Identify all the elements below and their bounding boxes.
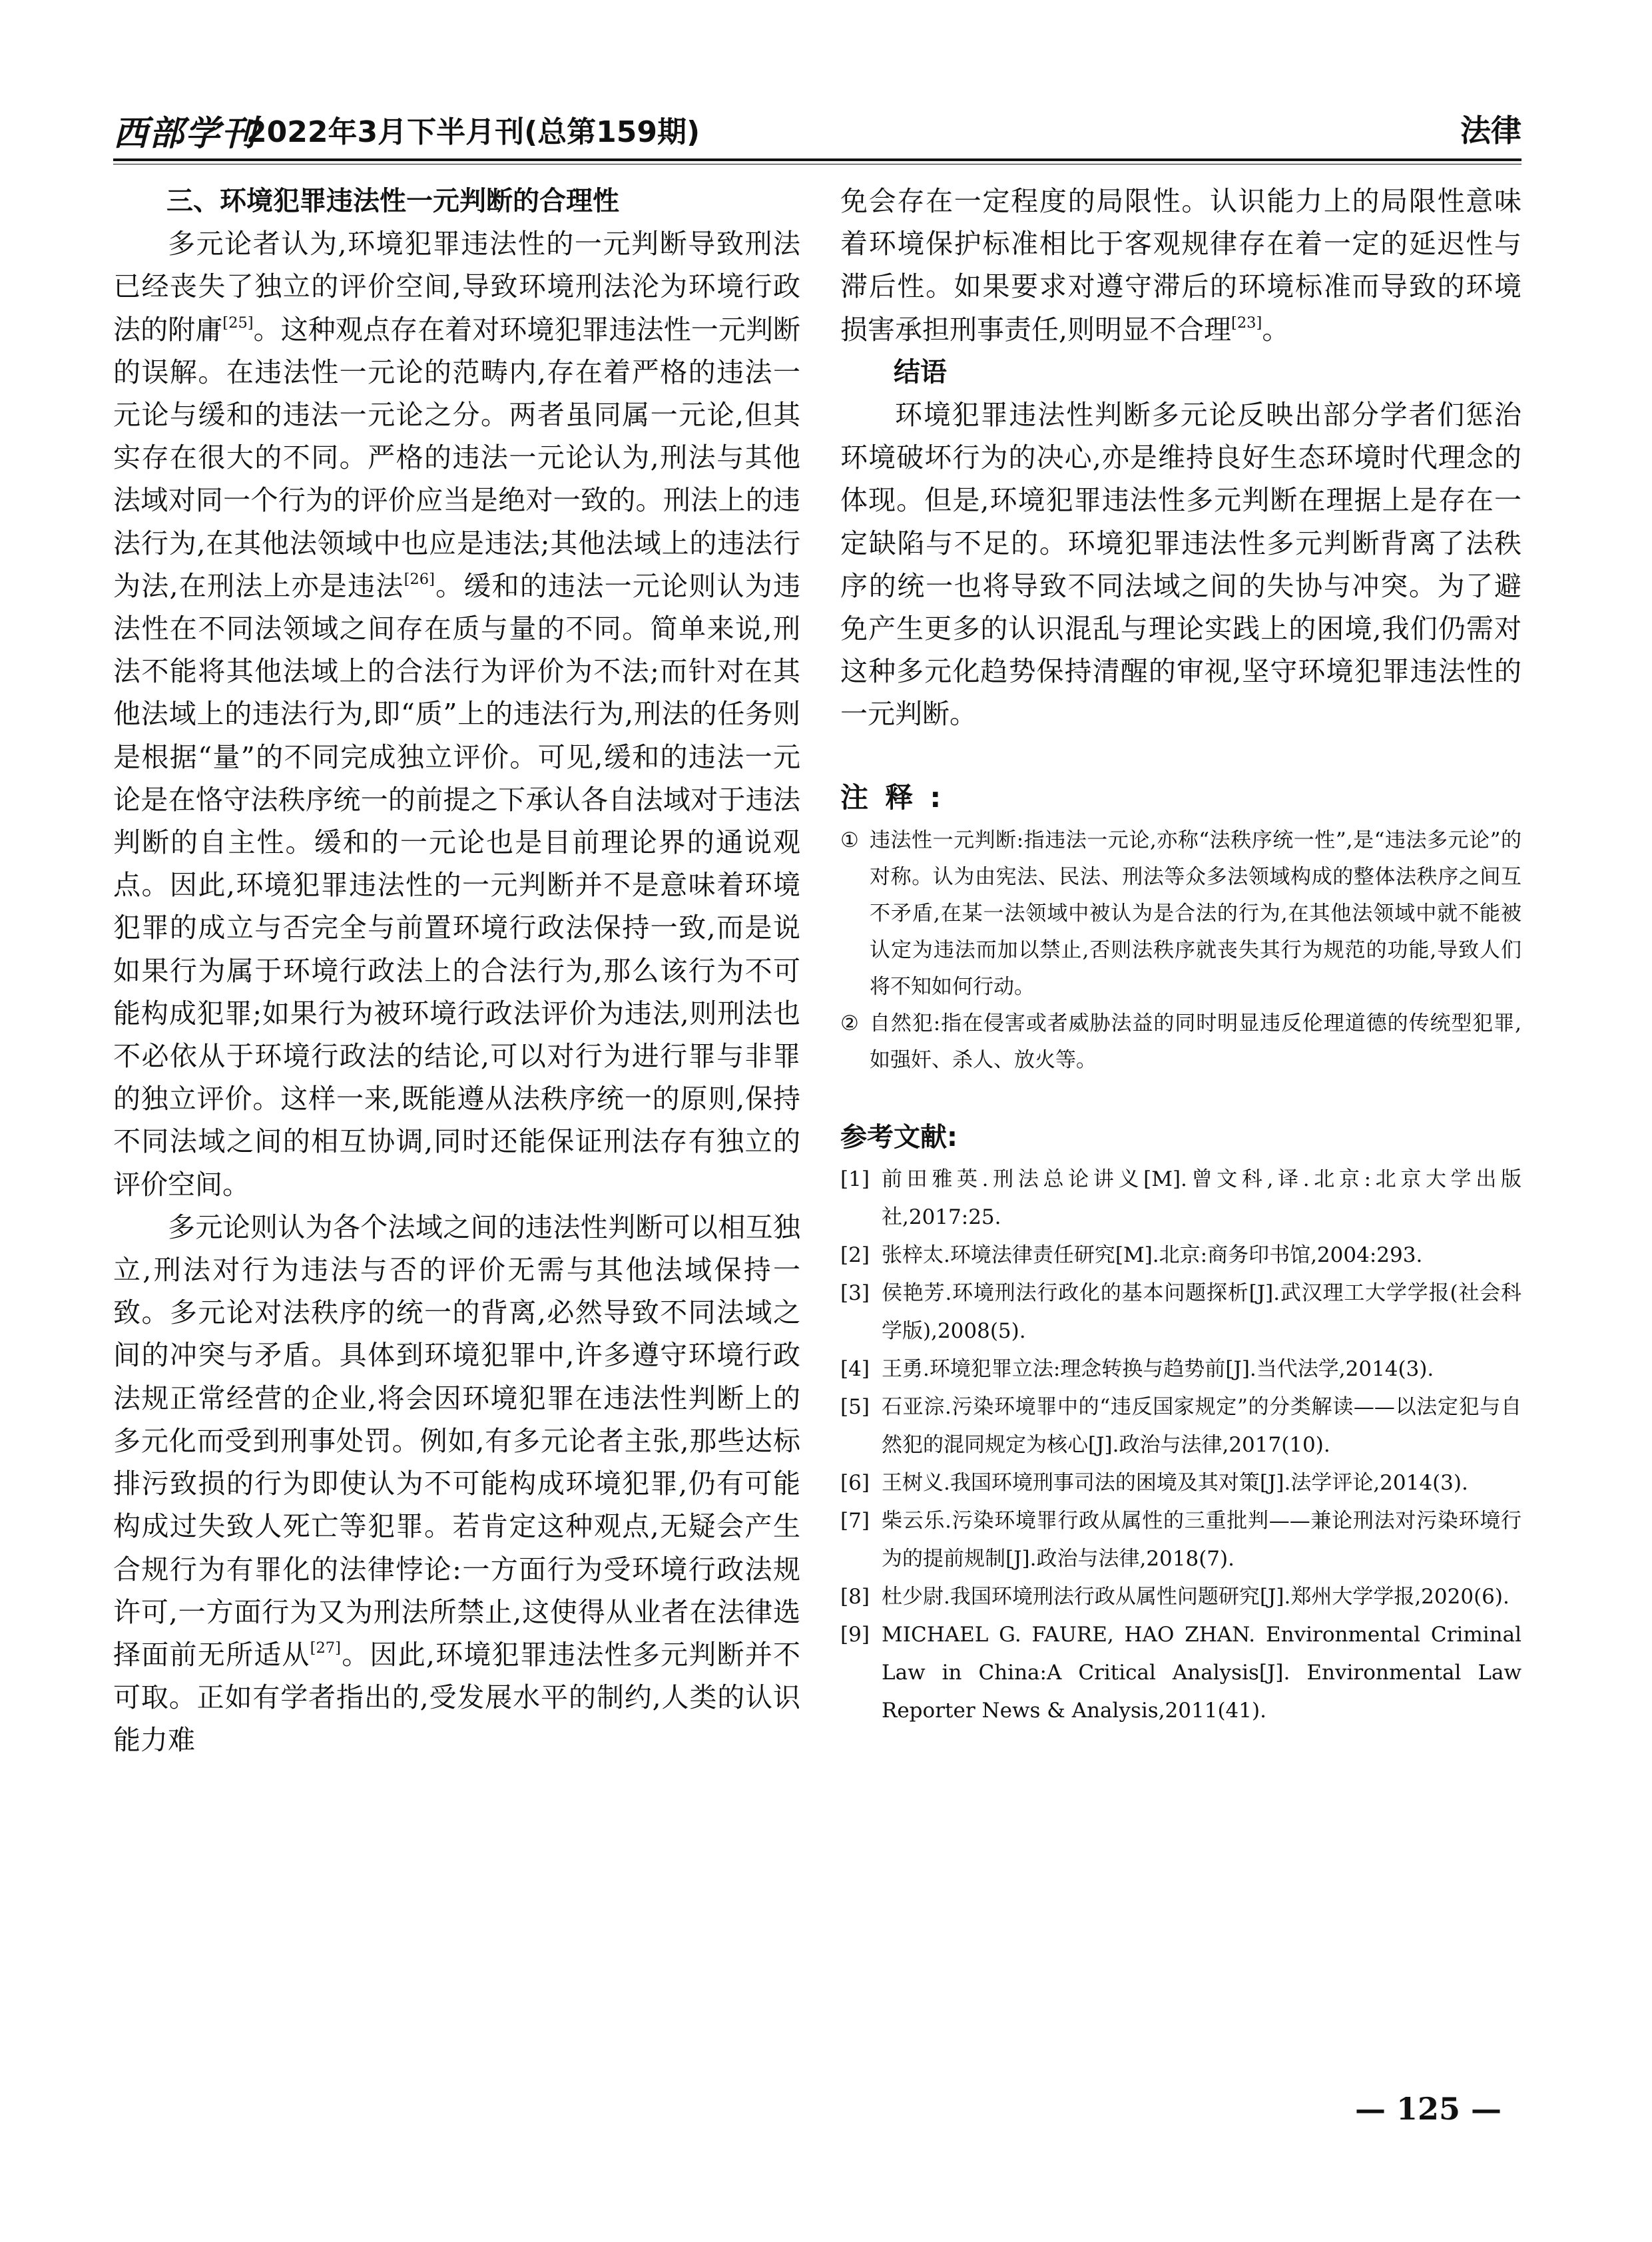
reference-number: [4]: [840, 1356, 870, 1381]
note-item: [840, 822, 1521, 1005]
note-text: 违法性一元判断:指违法一元论,亦称“法秩序统一性”,是“违法多元论”的对称。认为由宪法、民法、刑法等众多法领域构成的整体法秩序之间互不矛盾,在某一法领域中被认为是合法的行为,在其他法领域中就不能被认定为违法而加以禁止,否则法秩序就丧失其行为规范的功能,导致人们将不知如何行动。: [870, 828, 1521, 999]
text-run: 。因此,环境犯罪违法性多元判断并不可取。正如有学者指出的,受发展水平的制约,人类的认识能力难: [113, 1638, 801, 1757]
references-list: [840, 1161, 1521, 1730]
citation-marker: [25]: [222, 314, 254, 332]
right-body: [840, 180, 1521, 736]
reference-item: [840, 1616, 1521, 1730]
reference-number: [1]: [840, 1167, 870, 1191]
reference-item: [840, 1388, 1521, 1464]
reference-number: [7]: [840, 1508, 870, 1533]
paragraph-2: [113, 1206, 800, 1762]
reference-text: 杜少尉.我国环境刑法行政从属性问题研究[J].郑州大学学报,2020(6).: [882, 1584, 1510, 1609]
note-mark: ②: [840, 1011, 859, 1035]
reference-number: [6]: [840, 1470, 870, 1495]
text-run: 。: [1262, 313, 1290, 346]
section-heading: 三、环境犯罪违法性一元判断的合理性: [166, 186, 619, 216]
reference-text: 石亚淙.污染环境罪中的“违反国家规定”的分类解读——以法定犯与自然犯的混同规定为核心[J].政治与法律,2017(10).: [882, 1394, 1521, 1457]
left-column: [113, 180, 800, 1762]
text-run: 多元论则认为各个法域之间的违法性判断可以相互独立,刑法对行为违法与否的评价无需与其他法域保持一致。多元论对法秩序的统一的背离,必然导致不同法域之间的冲突与矛盾。具体到环境犯罪中,许多遵守环境行政法规正常经营的企业,将会因环境犯罪在违法性判断上的多元化而受到刑事处罚。例如,有多元论者主张,那些达标排污致损的行为即使认为不可能构成环境犯罪,仍有可能构成过失致人死亡等犯罪。若肯定这种观点,无疑会产生合规行为有罪化的法律悖论:一方面行为受环境行政法规许可,一方面行为又为刑法所禁止,这使得从业者在法律选择面前无所适从: [113, 1211, 800, 1671]
note-mark: ①: [840, 828, 859, 852]
reference-text: MICHAEL G. FAURE, HAO ZHAN. Environmental Criminal Law in China:A Critical Analysis[J]. Environmental Law Reporter News & Analysis,2011(41).: [882, 1622, 1521, 1723]
reference-text: 王勇.环境犯罪立法:理念转换与趋势前[J].当代法学,2014(3).: [882, 1356, 1434, 1381]
citation-marker: [27]: [310, 1639, 341, 1657]
conclusion-paragraph: 环境犯罪违法性判断多元论反映出部分学者们惩治环境破坏行为的决心,亦是维持良好生态环境时代理念的体现。但是,环境犯罪违法性多元判断在理据上是存在一定缺陷与不足的。环境犯罪违法性多元判断背离了法秩序的统一也将导致不同法域之间的失协与冲突。为了避免产生更多的认识混乱与理论实践上的困境,我们仍需对这种多元化趋势保持清醒的审视,坚守环境犯罪违法性的一元判断。: [840, 399, 1521, 730]
notes-list: [840, 822, 1521, 1079]
issue-info: 2022年3月下半月刊(总第159期): [246, 115, 700, 149]
reference-number: [2]: [840, 1243, 870, 1267]
right-column: [840, 180, 1521, 1730]
citation-marker: [26]: [404, 570, 435, 588]
text-run: 。缓和的违法一元论则认为违法性在不同法领域之间存在质与量的不同。简单来说,刑法不能将其他法域上的合法行为评价为不法;而针对在其他法域上的违法行为,即“质”上的违法行为,刑法的任务则是根据“量”的不同完成独立评价。可见,缓和的违法一元论是在恪守法秩序统一的前提之下承认各自法域对于违法判断的自主性。缓和的一元论也是目前理论界的通说观点。因此,环境犯罪违法性的一元判断并不是意味着环境犯罪的成立与否完全与前置环境行政法保持一致,而是说如果行为属于环境行政法上的合法行为,那么该行为不可能构成犯罪;如果行为被环境行政法评价为违法,则刑法也不必依从于环境行政法的结论,可以对行为进行罪与非罪的独立评价。这样一来,既能遵从法秩序统一的原则,保持不同法域之间的相互协调,同时还能保证刑法存有独立的评价空间。: [113, 569, 800, 1201]
reference-item: [840, 1578, 1521, 1616]
running-header: [113, 100, 1521, 153]
notes-title: 注释:: [840, 780, 958, 814]
page-number: — 125 —: [1354, 2091, 1502, 2127]
paragraph-continued: [840, 180, 1521, 351]
references-title: 参考文献:: [840, 1121, 958, 1153]
reference-text: 王树义.我国环境刑事司法的困境及其对策[J].法学评论,2014(3).: [882, 1470, 1468, 1495]
reference-text: 张梓太.环境法律责任研究[M].北京:商务印书馆,2004:293.: [882, 1243, 1423, 1267]
paragraph-1: [113, 222, 800, 1206]
reference-item: [840, 1161, 1521, 1237]
header-rule: [113, 158, 1521, 161]
text-run: 。这种观点存在着对环境犯罪违法性一元判断的误解。在违法性一元论的范畴内,存在着严格的违法一元论与缓和的违法一元论之分。两者虽同属一元论,但其实存在很大的不同。严格的违法一元论认为,刑法与其他法域对同一个行为的评价应当是绝对一致的。刑法上的违法行为,在其他法领域中也应是违法;其他法域上的违法行为法,在刑法上亦是违法: [113, 313, 801, 602]
reference-item: [840, 1350, 1521, 1388]
reference-item: [840, 1464, 1521, 1502]
reference-number: [8]: [840, 1584, 870, 1609]
reference-item: [840, 1274, 1521, 1350]
conclusion-heading: 结语: [894, 356, 947, 388]
reference-number: [5]: [840, 1394, 870, 1419]
reference-item: [840, 1502, 1521, 1578]
reference-text: 前田雅英.刑法总论讲义[M].曾文科,译.北京:北京大学出版社,2017:25.: [882, 1167, 1521, 1229]
note-text: 自然犯:指在侵害或者威胁法益的同时明显违反伦理道德的传统型犯罪,如强奸、杀人、放火等。: [870, 1011, 1521, 1072]
reference-number: [9]: [840, 1622, 870, 1647]
reference-number: [3]: [840, 1280, 870, 1305]
section-label: 法律: [1460, 113, 1521, 148]
reference-text: 柴云乐.污染环境罪行政从属性的三重批判——兼论刑法对污染环境行为的提前规制[J].政治与法律,2018(7).: [882, 1508, 1521, 1571]
text-run: 免会存在一定程度的局限性。认识能力上的局限性意味着环境保护标准相比于客观规律存在着一定的延迟性与滞后性。如果要求对遵守滞后的环境标准而导致的环境损害承担刑事责任,则明显不合理: [840, 185, 1521, 346]
text-run: 多元论者认为,环境犯罪违法性的一元判断导致刑法已经丧失了独立的评价空间,导致环境刑法沦为环境行政法的附庸: [113, 228, 800, 346]
note-item: [840, 1005, 1521, 1079]
journal-logo: 西部学刊: [113, 113, 258, 154]
reference-text: 侯艳芳.环境刑法行政化的基本问题探析[J].武汉理工大学学报(社会科学版),2008(5).: [882, 1280, 1521, 1343]
citation-marker: [23]: [1231, 314, 1262, 332]
reference-item: [840, 1237, 1521, 1274]
